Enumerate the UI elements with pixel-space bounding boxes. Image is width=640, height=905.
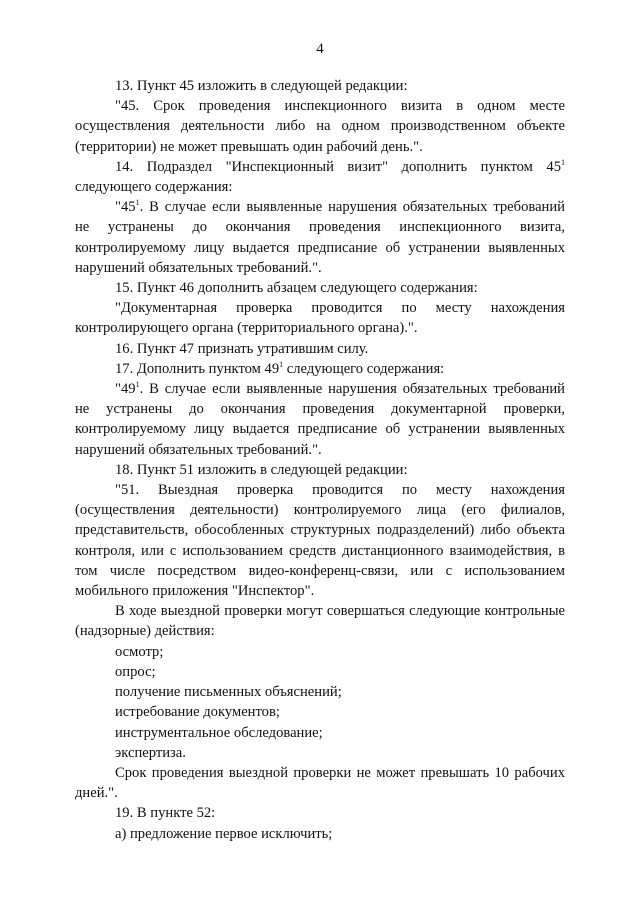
paragraph-quote-45-1: "$45^1$. В случае если выявленные нарушения обязательных требований не устранены до окончания проведения инспекционного визита, контролируемому лицу выдается предписание об устранении выявленных нарушений обязательных требований.". — [75, 198, 565, 276]
list-item: истребование документов; — [115, 704, 280, 721]
list-item: экспертиза. — [115, 744, 186, 761]
document-body — [75, 76, 565, 844]
paragraph-item-14: 14. Подраздел "Инспекционный визит" дополнить пунктом $45^1$ следующего содержания: — [75, 157, 565, 196]
paragraph-control-actions: В ходе выездной проверки могут совершаться следующие контрольные (надзорные) действия: — [75, 603, 565, 640]
paragraph-item-15: 15. Пункт 46 дополнить абзацем следующего содержания: — [115, 280, 478, 297]
paragraph-quote-51: "51. Выездная проверка проводится по месту нахождения (осуществления деятельности) контролируемого лица (его филиалов, представительств, обособленных структурных подразделений) либо объекта контроля, или с использованием средств дистанционного взаимодействия, в том числе посредством видео-конференц-связи, или с использованием мобильного приложения "Инспектор". — [75, 482, 565, 600]
paragraph-quote-49-1: "$49^1$. В случае если выявленные нарушения обязательных требований не устранены до окончания проведения документарной проверки, контролируемому лицу выдается предписание об устранении выявленных нарушений обязательных требований.". — [75, 380, 565, 458]
superscript-mark: 1 — [279, 359, 284, 369]
superscript-mark: 1 — [561, 157, 565, 167]
list-item: инструментальное обследование; — [115, 724, 323, 741]
list-item: получение письменных объяснений; — [115, 684, 342, 701]
paragraph-quote-documentary: "Документарная проверка проводится по месту нахождения контролирующего органа (территориального органа).". — [75, 300, 565, 337]
list-item: опрос; — [115, 663, 156, 680]
page-number: 4 — [316, 41, 324, 57]
paragraph-item-18: 18. Пункт 51 изложить в следующей редакции: — [115, 461, 408, 478]
paragraph-term: Срок проведения выездной проверки не может превышать 10 рабочих дней.". — [75, 764, 565, 802]
paragraph-subitem-a: а) предложение первое исключить; — [115, 825, 333, 842]
paragraph-item-17: 17. Дополнить пунктом $49^1$ следующего содержания: — [115, 359, 445, 377]
list-item: осмотр; — [115, 643, 164, 660]
paragraph-quote-45: "45. Срок проведения инспекционного визита в одном месте осуществления деятельности либо на одном производственном объекте (территории) не может превышать один рабочий день.". — [75, 98, 565, 155]
paragraph-item-16: 16. Пункт 47 признать утратившим силу. — [115, 340, 369, 357]
paragraph-item-13: 13. Пункт 45 изложить в следующей редакции: — [115, 78, 408, 94]
paragraph-item-19: 19. В пункте 52: — [115, 805, 216, 822]
superscript-mark: 1 — [135, 198, 140, 208]
superscript-mark: 1 — [135, 380, 140, 390]
